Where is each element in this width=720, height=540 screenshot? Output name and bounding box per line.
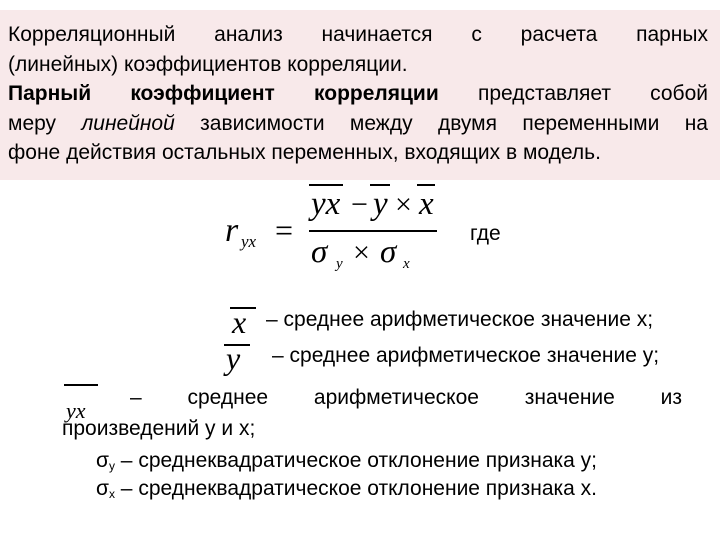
- intro-line-4-a: меру: [8, 111, 82, 135]
- intro-line-5: фоне действия остальных переменных, входящих в модель.: [8, 141, 601, 164]
- ybar-symbol: y: [226, 340, 241, 376]
- yxbar-description: – среднее арифметическое значение из: [130, 386, 682, 409]
- numerator-x: x: [419, 186, 434, 222]
- denominator-sub-x: x: [403, 256, 410, 272]
- numerator-minus: −: [351, 188, 368, 221]
- fraction-line: [309, 230, 437, 232]
- intro-paragraph: [8, 20, 708, 168]
- numerator-times: ×: [395, 188, 412, 221]
- sigma-y-symbol: σ: [96, 449, 109, 472]
- sigma-x-sub: x: [108, 487, 115, 501]
- intro-line-4: [8, 109, 708, 139]
- term-bold: Парный коэффициент корреляции: [8, 82, 439, 105]
- where-label: где: [470, 222, 501, 245]
- formula-equals: =: [275, 212, 294, 248]
- sigma-x-text: – среднеквадратическое отклонение признака x.: [114, 477, 597, 500]
- yxbar-overline: [64, 384, 98, 386]
- sigma-y-text: – среднеквадратическое отклонение признака y;: [114, 449, 597, 472]
- formula-r: r: [225, 212, 239, 249]
- correlation-formula: [225, 180, 465, 280]
- intro-line-3-rest: представляет собой: [438, 82, 708, 105]
- intro-line-1: Корреляционный анализ начинается с расчета парных: [8, 23, 708, 46]
- xbar-symbol: x: [232, 304, 247, 340]
- sigma-y-sub: y: [108, 459, 115, 473]
- intro-line-3: [8, 79, 708, 109]
- numerator-y: y: [373, 186, 388, 222]
- sigma-x-definition: [96, 476, 597, 507]
- sigma-y-definition: [96, 448, 597, 479]
- denominator-times: ×: [353, 236, 370, 269]
- intro-line-4-b: зависимости между двумя переменными на: [174, 111, 708, 135]
- denominator-sub-y: y: [336, 256, 343, 272]
- yxbar-description-cont: произведений y и x;: [62, 417, 256, 440]
- term-italic: линейной: [81, 111, 175, 135]
- numerator-yx: yx: [311, 186, 341, 222]
- ybar-description: – среднее арифметическое значение y;: [272, 344, 660, 367]
- intro-line-2: (линейных) коэффициентов корреляции.: [8, 52, 408, 76]
- sigma-x-symbol: σ: [96, 477, 109, 500]
- formula-r-sub: yx: [241, 232, 257, 251]
- xbar-description: – среднее арифметическое значение x;: [266, 308, 654, 331]
- denominator-sigma-y: σ: [311, 234, 328, 270]
- yxbar-symbol: yx: [66, 398, 86, 423]
- denominator-sigma-x: σ: [380, 234, 397, 270]
